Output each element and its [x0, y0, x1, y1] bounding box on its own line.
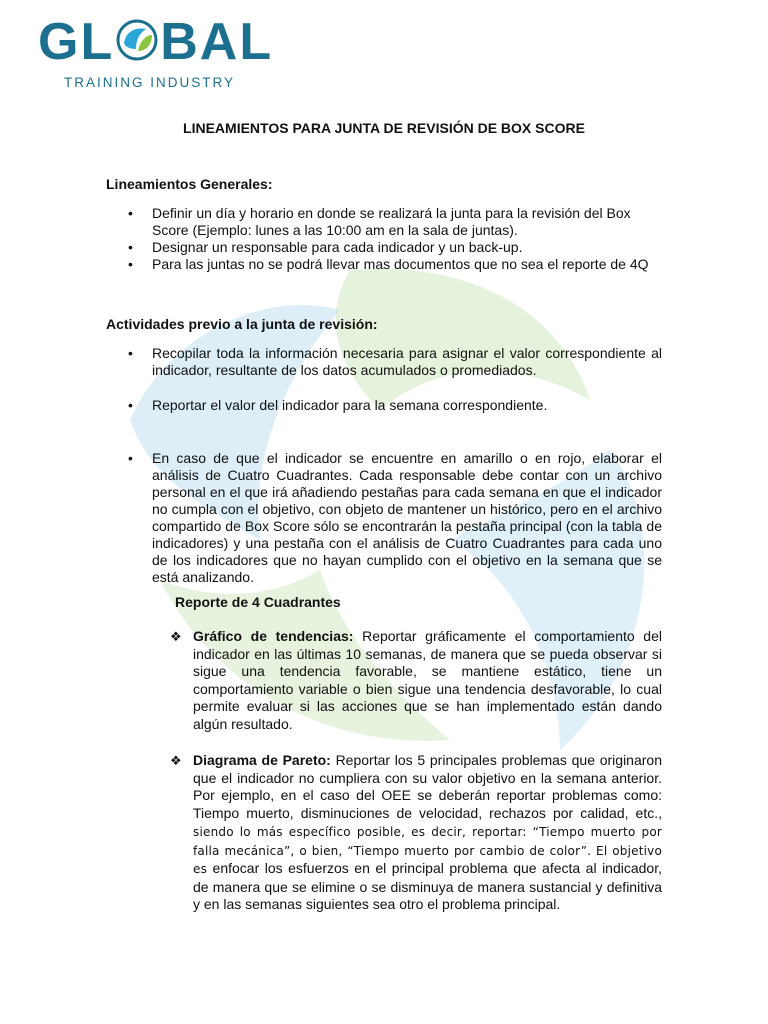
report-item-trend-chart — [168, 628, 662, 733]
logo-wordmark: GL BAL — [38, 13, 274, 71]
item-text-narrow: siendo lo más específico posible, es decir, reportar: “Tiempo muerto por falla mecánica”, o bien, “Tiempo muerto por cambio de color”. El objetivo es — [193, 825, 662, 876]
item-text: Reportar los 5 principales problemas que originaron que el indicador no cumpliera con su valor objetivo en la semana anterior. Por ejemplo, en el caso del OEE se deberán reportar problemas como: Tiempo muerto, disminuciones de velocidad, rechazos por calidad, etc., — [193, 752, 662, 821]
item-label: Gráfico de tendencias: — [193, 628, 354, 644]
activities-list — [106, 397, 662, 414]
section-heading-activities: Actividades previo a la junta de revisión: — [106, 316, 378, 332]
company-logo — [38, 12, 278, 92]
section-heading-report: Reporte de 4 Cuadrantes — [175, 594, 341, 610]
list-item: • Para las juntas no se podrá llevar mas documentos que no sea el reporte de 4Q — [106, 256, 662, 273]
list-item: • Definir un día y horario en donde se realizará la junta para la revisión del Box Score (Ejemplo: lunes a las 10:00 am en la sala de juntas). — [106, 205, 662, 239]
list-item: • En caso de que el indicador se encuentre en amarillo o en rojo, elaborar el análisis de Cuatro Cuadrantes. Cada responsable debe contar con un archivo personal en el que irá añadiendo pestañas para cada semana en que el indicador no cumpla con el objetivo, con objeto de mantener un histórico, pero en el archivo compartido de Box Score sólo se encontrarán la pestaña principal (con la tabla de indicadores) y una pestaña con el análisis de Cuatro Cuadrantes para cada uno de los indicadores que no hayan cumplido con el objetivo en la semana que se está analizando. — [106, 450, 662, 586]
list-item: • Designar un responsable para cada indicador y un back-up. — [106, 239, 662, 256]
item-label: Diagrama de Pareto: — [193, 752, 331, 768]
document-title: LINEAMIENTOS PARA JUNTA DE REVISIÓN DE BOX SCORE — [183, 120, 585, 136]
activities-list — [106, 450, 662, 586]
logo-subtitle: TRAINING INDUSTRY — [64, 75, 236, 90]
activities-list — [106, 345, 662, 379]
general-guidelines-list — [106, 205, 662, 273]
list-item: • Reportar el valor del indicador para la semana correspondiente. — [106, 397, 662, 414]
diamond-bullet-icon: ❖ — [170, 629, 182, 644]
list-item: • Recopilar toda la información necesaria para asignar el valor correspondiente al indicador, resultante de los datos acumulados o promediados. — [106, 345, 662, 379]
section-heading-general: Lineamientos Generales: — [106, 176, 273, 192]
diamond-bullet-icon: ❖ — [170, 753, 182, 768]
report-item-pareto — [168, 752, 662, 914]
item-text-end: enfocar los esfuerzos en el principal problema que afecta al indicador, de manera que se elimine o se disminuya de manera sustancial y definitiva y en las semanas siguientes sea otro el problema principal. — [193, 860, 662, 912]
globe-icon — [116, 19, 158, 61]
item-text: Reportar gráficamente el comportamiento del indicador en las últimas 10 semanas, de manera que se pueda observar si sigue una tendencia favorable, se mantiene estático, tiene un comportamiento variable o bien sigue una tendencia desfavorable, lo cual permite evaluar si las acciones que se han implementado están dando algún resultado. — [193, 628, 662, 732]
